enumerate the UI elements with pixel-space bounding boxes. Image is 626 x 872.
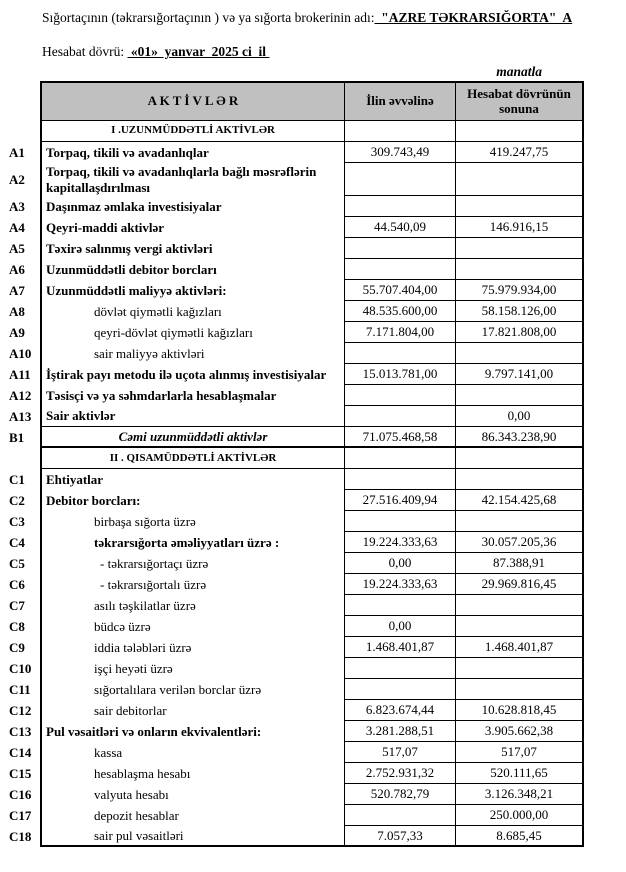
row-value-period-end: 9.797.141,00 <box>456 364 582 385</box>
row-label: büdcə üzrə <box>42 616 345 637</box>
table-row <box>6 511 584 532</box>
row-code: C18 <box>9 828 32 844</box>
table-row <box>6 142 584 163</box>
header-cells <box>40 81 584 121</box>
row-value-year-start: 2.752.931,32 <box>345 763 456 784</box>
table-rows <box>6 121 584 847</box>
row-code: C14 <box>9 744 32 760</box>
row-code: A6 <box>9 261 25 277</box>
row-label: iddia tələbləri üzrə <box>42 637 345 658</box>
row-code: C2 <box>9 492 25 508</box>
table-row <box>6 637 584 658</box>
year-start-column-header: İlin əvvəlinə <box>345 83 456 121</box>
row-value-year-start: 27.516.409,94 <box>345 490 456 511</box>
row-code: C8 <box>9 618 25 634</box>
row-value-period-end <box>456 679 582 700</box>
row-value-period-end <box>456 163 582 196</box>
row-cells <box>40 679 584 700</box>
row-code: C13 <box>9 723 32 739</box>
insurer-name-line <box>42 10 586 26</box>
row-cells <box>40 448 584 469</box>
table-header-row <box>6 81 584 121</box>
table-row <box>6 700 584 721</box>
row-value-period-end <box>456 196 582 217</box>
table-row <box>6 490 584 511</box>
row-label: Təsisçi və ya səhmdarlarla hesablaşmalar <box>42 385 345 406</box>
row-value-year-start <box>345 196 456 217</box>
row-label: hesablaşma hesabı <box>42 763 345 784</box>
row-code: A11 <box>9 366 31 382</box>
row-cells <box>40 742 584 763</box>
table-row <box>6 322 584 343</box>
row-label: - təkrarsığortaçı üzrə <box>42 553 345 574</box>
row-value-year-start: 71.075.468,58 <box>345 427 456 448</box>
row-value-period-end: 17.821.808,00 <box>456 322 582 343</box>
balance-table <box>6 81 584 847</box>
report-period-line <box>42 44 586 60</box>
row-value-period-end <box>456 259 582 280</box>
row-label: Ehtiyatlar <box>42 469 345 490</box>
row-value-period-end: 419.247,75 <box>456 142 582 163</box>
row-value-year-start <box>345 121 456 142</box>
row-value-year-start <box>345 448 456 469</box>
row-value-year-start: 15.013.781,00 <box>345 364 456 385</box>
row-cells <box>40 511 584 532</box>
table-row <box>6 259 584 280</box>
row-cells <box>40 553 584 574</box>
row-cells <box>40 616 584 637</box>
row-value-year-start: 19.224.333,63 <box>345 574 456 595</box>
row-cells <box>40 595 584 616</box>
row-label: sair debitorlar <box>42 700 345 721</box>
row-label: sığortalılara verilən borclar üzrə <box>42 679 345 700</box>
row-value-year-start: 6.823.674,44 <box>345 700 456 721</box>
row-value-period-end: 3.905.662,38 <box>456 721 582 742</box>
row-code: A5 <box>9 240 25 256</box>
row-label: kassa <box>42 742 345 763</box>
row-label: - təkrarsığortalı üzrə <box>42 574 345 595</box>
row-value-period-end: 29.969.816,45 <box>456 574 582 595</box>
report-period-label: Hesabat dövrü: <box>42 44 125 59</box>
row-value-period-end: 517,07 <box>456 742 582 763</box>
table-row <box>6 448 584 469</box>
table-row <box>6 553 584 574</box>
row-label: II . QISAMÜDDƏTLİ AKTİVLƏR <box>42 448 345 469</box>
row-value-period-end <box>456 595 582 616</box>
row-label: işçi heyəti üzrə <box>42 658 345 679</box>
row-label: asılı təşkilatlar üzrə <box>42 595 345 616</box>
row-value-period-end <box>456 511 582 532</box>
table-row <box>6 364 584 385</box>
row-label: I .UZUNMÜDDƏTLİ AKTİVLƏR <box>42 121 345 142</box>
row-value-year-start: 55.707.404,00 <box>345 280 456 301</box>
table-row <box>6 574 584 595</box>
row-code: C9 <box>9 639 25 655</box>
row-value-period-end <box>456 448 582 469</box>
row-label: sair maliyyə aktivləri <box>42 343 345 364</box>
table-row <box>6 343 584 364</box>
row-cells <box>40 343 584 364</box>
row-label: Sair aktivlər <box>42 406 345 427</box>
row-label: dövlət qiymətli kağızları <box>42 301 345 322</box>
row-value-year-start <box>345 679 456 700</box>
row-value-period-end: 8.685,45 <box>496 827 542 843</box>
row-cells <box>40 217 584 238</box>
row-label: depozit hesablar <box>42 805 345 826</box>
row-label: təkrarsığorta əməliyyatları üzrə : <box>42 532 345 553</box>
row-cells <box>40 784 584 805</box>
row-value-year-start <box>345 238 456 259</box>
row-label: Uzunmüddətli maliyyə aktivləri: <box>42 280 345 301</box>
row-value-year-start: 7.057,33 <box>345 826 456 845</box>
row-code: C4 <box>9 534 25 550</box>
row-cells <box>40 763 584 784</box>
row-value-period-end: 250.000,00 <box>456 805 582 826</box>
row-value-period-end: 42.154.425,68 <box>456 490 582 511</box>
row-value-period-end: 520.111,65 <box>456 763 582 784</box>
row-value-period-end <box>456 238 582 259</box>
row-code: C5 <box>9 555 25 571</box>
row-code: B1 <box>9 429 25 445</box>
row-cells <box>40 196 584 217</box>
row-code: A13 <box>9 408 32 424</box>
row-value-period-end: 87.388,91 <box>456 553 582 574</box>
row-code: C1 <box>9 471 25 487</box>
row-cells <box>40 385 584 406</box>
table-row <box>6 427 584 448</box>
table-row <box>6 163 584 196</box>
row-code: C7 <box>9 597 25 613</box>
row-value-year-start <box>345 595 456 616</box>
row-code: C12 <box>9 702 32 718</box>
row-label: birbaşa sığorta üzrə <box>42 511 345 532</box>
table-row <box>6 616 584 637</box>
row-code: C11 <box>9 681 31 697</box>
row-code: C15 <box>9 765 32 781</box>
row-value-period-end: 10.628.818,45 <box>456 700 582 721</box>
table-row <box>6 784 584 805</box>
insurer-name-value: "AZRE TƏKRARSIĞORTA" A <box>374 10 573 25</box>
row-value-period-end <box>456 469 582 490</box>
row-value-period-end: 58.158.126,00 <box>456 301 582 322</box>
row-cells <box>40 280 584 301</box>
row-code: A7 <box>9 282 25 298</box>
row-label: qeyri-dövlət qiymətli kağızları <box>42 322 345 343</box>
row-cells <box>40 322 584 343</box>
row-code: C10 <box>9 660 32 676</box>
table-row <box>6 238 584 259</box>
table-row <box>6 217 584 238</box>
table-row <box>6 385 584 406</box>
table-row <box>6 469 584 490</box>
row-label: İştirak payı metodu ilə uçota alınmış investisiyalar <box>42 364 345 385</box>
row-label: Daşınmaz əmlaka investisiyalar <box>42 196 345 217</box>
row-value-year-start: 520.782,79 <box>345 784 456 805</box>
table-row <box>6 826 584 847</box>
row-value-year-start: 0,00 <box>345 553 456 574</box>
table-row <box>6 763 584 784</box>
row-label: sair pul vəsaitləri <box>42 826 345 845</box>
row-value-year-start <box>345 469 456 490</box>
row-cells <box>40 121 584 142</box>
row-value-year-start: 7.171.804,00 <box>345 322 456 343</box>
row-value-period-end: 0,00 <box>456 406 582 427</box>
row-code: A9 <box>9 324 25 340</box>
table-row <box>6 280 584 301</box>
row-code: C17 <box>9 807 32 823</box>
report-period-value: «01» yanvar 2025 ci il <box>127 44 270 59</box>
row-value-period-end: 86.343.238,90 <box>456 427 582 448</box>
code-column-spacer <box>6 81 40 121</box>
row-value-year-start: 309.743,49 <box>345 142 456 163</box>
table-row <box>6 658 584 679</box>
row-code: C16 <box>9 786 32 802</box>
table-row <box>6 595 584 616</box>
row-cells <box>40 301 584 322</box>
row-value-year-start: 19.224.333,63 <box>345 532 456 553</box>
row-cells <box>40 427 584 448</box>
row-label: Cəmi uzunmüddətli aktivlər <box>42 427 345 448</box>
row-cells <box>40 469 584 490</box>
row-cells <box>40 721 584 742</box>
row-cells <box>40 805 584 826</box>
row-value-year-start <box>345 343 456 364</box>
row-value-year-start: 517,07 <box>345 742 456 763</box>
row-cells <box>40 406 584 427</box>
row-cells <box>40 259 584 280</box>
row-label: Təxirə salınmış vergi aktivləri <box>42 238 345 259</box>
row-value-year-start: 3.281.288,51 <box>345 721 456 742</box>
row-label: Torpaq, tikili və avadanlıqlarla bağlı məsrəflərin kapitallaşdırılması <box>42 163 345 196</box>
row-code: A8 <box>9 303 25 319</box>
table-row <box>6 532 584 553</box>
assets-column-header: A K T İ V L Ə R <box>42 83 345 121</box>
row-value-period-end <box>456 658 582 679</box>
table-row <box>6 742 584 763</box>
table-row <box>6 721 584 742</box>
row-value-period-end <box>456 121 582 142</box>
row-cells <box>40 490 584 511</box>
row-cells <box>40 142 584 163</box>
row-value-period-end: 75.979.934,00 <box>456 280 582 301</box>
row-code <box>6 448 40 469</box>
row-value-period-end: 1.468.401,87 <box>456 637 582 658</box>
row-value-period-end <box>456 385 582 406</box>
row-label: Qeyri-maddi aktivlər <box>42 217 345 238</box>
row-cells <box>40 163 584 196</box>
row-code <box>6 121 40 142</box>
row-value-year-start: 44.540,09 <box>345 217 456 238</box>
row-label: Torpaq, tikili və avadanlıqlar <box>42 142 345 163</box>
table-row <box>6 805 584 826</box>
table-row <box>6 121 584 142</box>
row-value-year-start: 48.535.600,00 <box>345 301 456 322</box>
row-value-year-start <box>345 163 456 196</box>
row-cells <box>40 364 584 385</box>
row-value-period-end <box>456 616 582 637</box>
row-label: Pul vəsaitləri və onların ekvivalentləri: <box>42 721 345 742</box>
row-value-year-start <box>345 658 456 679</box>
row-value-period-end: 30.057.205,36 <box>456 532 582 553</box>
row-value-period-end <box>456 343 582 364</box>
row-label: valyuta hesabı <box>42 784 345 805</box>
row-code: A2 <box>9 171 25 187</box>
table-row <box>6 679 584 700</box>
row-code: A3 <box>9 198 25 214</box>
row-value-year-start <box>345 511 456 532</box>
row-code: A4 <box>9 219 25 235</box>
row-value-period-end: 146.916,15 <box>456 217 582 238</box>
row-cells <box>40 532 584 553</box>
row-value-year-start <box>345 406 456 427</box>
currency-note: manatla <box>496 64 542 79</box>
row-value-year-start <box>345 385 456 406</box>
row-cells <box>40 637 584 658</box>
row-value-year-start <box>345 805 456 826</box>
row-cells <box>40 700 584 721</box>
table-row <box>6 196 584 217</box>
row-cells <box>40 574 584 595</box>
row-label: Debitor borcları: <box>42 490 345 511</box>
row-cells <box>40 238 584 259</box>
row-code: C6 <box>9 576 25 592</box>
row-code: A12 <box>9 387 32 403</box>
table-row <box>6 406 584 427</box>
row-value-year-start <box>345 259 456 280</box>
row-code: A1 <box>9 144 25 160</box>
row-value-period-end: 3.126.348,21 <box>456 784 582 805</box>
period-end-column-header: Hesabat dövrünün sonuna <box>456 83 582 121</box>
row-cells <box>40 826 584 847</box>
row-code: C3 <box>9 513 25 529</box>
row-label: Uzunmüddətli debitor borcları <box>42 259 345 280</box>
row-cells <box>40 658 584 679</box>
insurer-name-label: Sığortaçının (təkrarsığortaçının ) və ya sığorta brokerinin adı: <box>42 10 375 25</box>
table-row <box>6 301 584 322</box>
row-value-year-start: 1.468.401,87 <box>345 637 456 658</box>
row-value-year-start: 0,00 <box>345 616 456 637</box>
row-code: A10 <box>9 345 32 361</box>
